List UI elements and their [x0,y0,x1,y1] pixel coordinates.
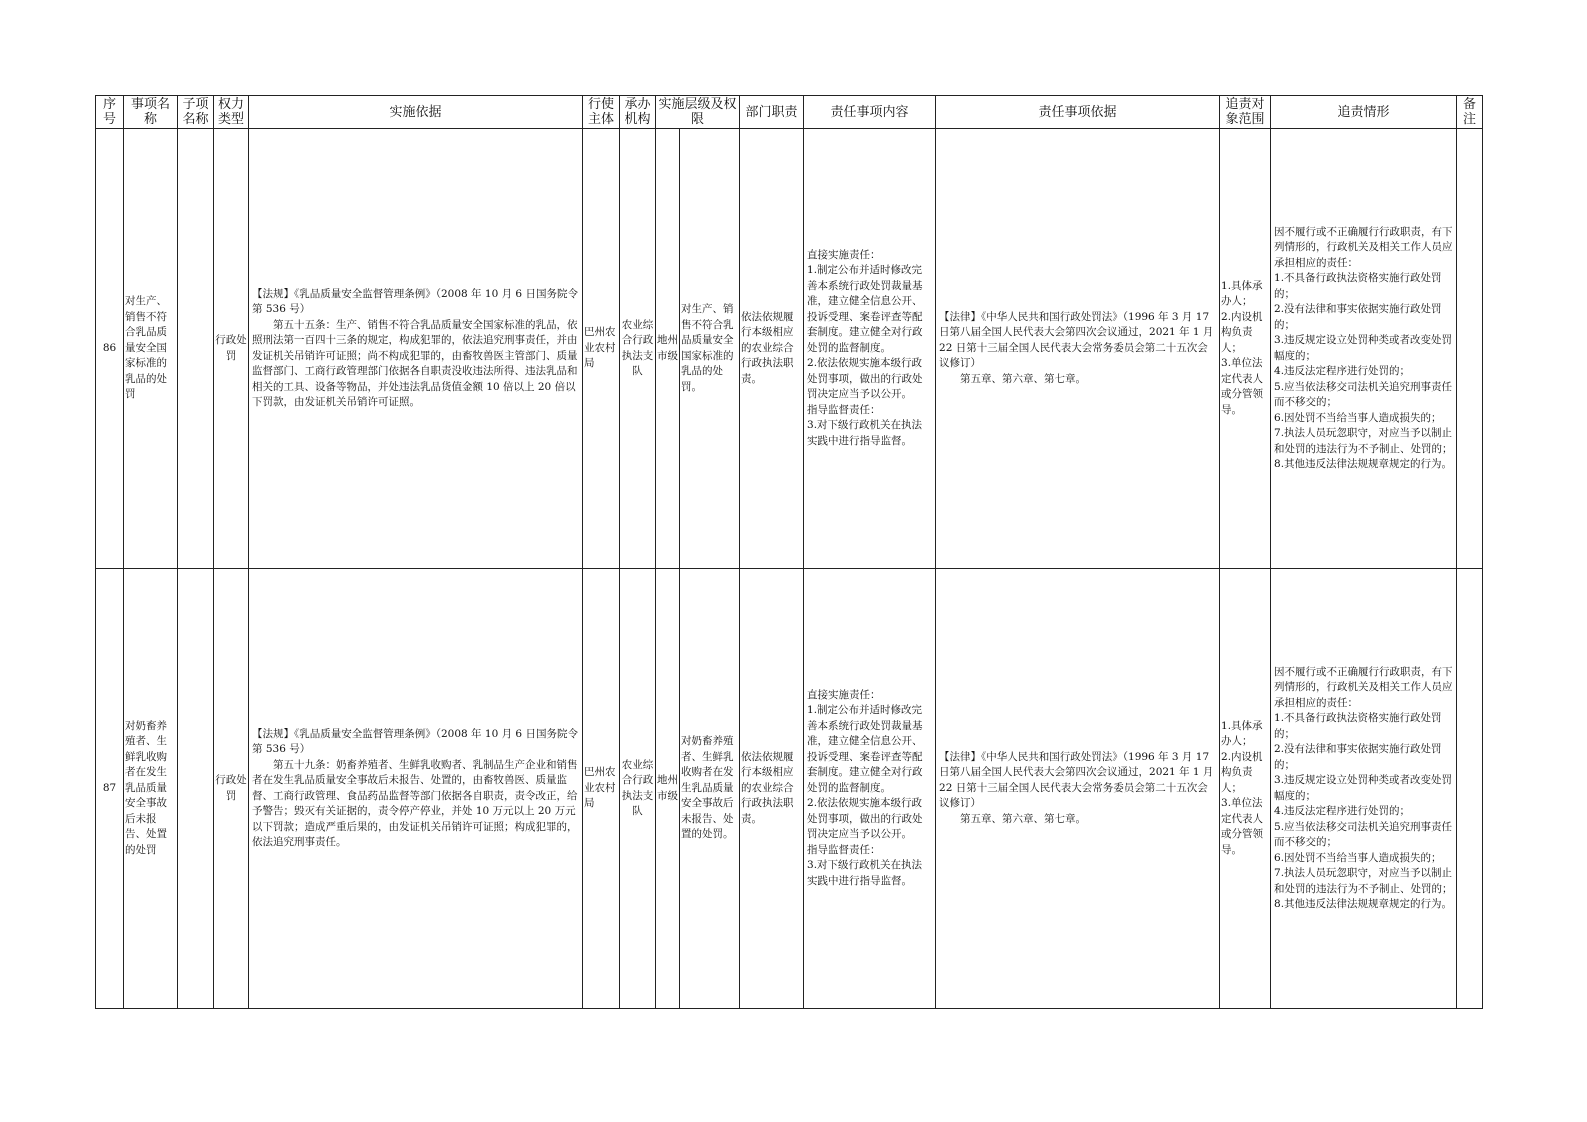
resp-basis-title: 【法律】《中华人民共和国行政处罚法》（1996 年 3 月 17 日第八届全国人民代表大会第四次会议通过，2021 年 1 月 22 日第十三届全国人民代表大会常务委员会第二十五次会议修订） [939,310,1214,370]
header-type: 权力类型 [214,96,249,129]
row-subject: 巴州农业农村局 [583,569,620,1009]
row-sub [178,129,214,569]
basis-title: 【法规】《乳品质量安全监督管理条例》（2008 年 10 月 6 日国务院令第 536 号） [252,727,578,755]
header-row [96,96,1483,129]
row-situations: 因不履行或不正确履行行政职责，有下列情形的，行政机关及相关工作人员应承担相应的责任： 1.不具备行政执法资格实施行政处罚的； 2.没有法律和事实依据实施行政处罚的； 3.违反规定设立处罚种类或者改变处罚幅度的； 4.违反法定程序进行处罚的； 5.应当依法移交司法机关追究刑事责任而不移交的； 6.因处罚不当给当事人造成损失的； 7.执法人员玩忽职守，对应当予以制止和处罚的违法行为不予制止、处罚的； 8.其他违反法律法规规章规定的行为。 [1271,569,1457,1009]
header-situations: 追责情形 [1271,96,1457,129]
row-content: 直接实施责任： 1.制定公布并适时修改完善本系统行政处罚裁量基准，建立健全信息公开、投诉受理、案卷评查等配套制度。建立健全对行政处罚的监督制度。 2.依法依规实施本级行政处罚事项，做出的行政处罚决定应当予以公开。 指导监督责任： 3.对下级行政机关在执法实践中进行指导监督。 [804,129,936,569]
header-sub: 子项名称 [178,96,214,129]
row-resp-basis [936,129,1220,569]
header-agency: 承办机构 [620,96,656,129]
row-agency: 农业综合行政执法支队 [620,129,656,569]
resp-basis-body: 第五章、第六章、第七章。 [960,372,1087,385]
row-basis [249,569,583,1009]
row-resp-basis [936,569,1220,1009]
resp-basis-title: 【法律】《中华人民共和国行政处罚法》（1996 年 3 月 17 日第八届全国人民代表大会第四次会议通过，2021 年 1 月 22 日第十三届全国人民代表大会常务委员会第二十五次会议修订） [939,750,1214,810]
row-authority: 对生产、销售不符合乳品质量安全国家标准的乳品的处罚。 [680,129,740,569]
row-type: 行政处罚 [214,569,249,1009]
header-level: 实施层级及权限 [656,96,740,129]
header-remark: 备注 [1457,96,1483,129]
row-no: 86 [96,129,124,569]
header-subject: 行使主体 [583,96,620,129]
table-row [96,569,1483,1009]
header-duty: 部门职责 [740,96,804,129]
row-sub [178,569,214,1009]
header-resp-basis: 责任事项依据 [936,96,1220,129]
resp-basis-body: 第五章、第六章、第七章。 [960,812,1087,825]
row-subject: 巴州农业农村局 [583,129,620,569]
row-level: 地州市级 [656,129,680,569]
row-remark [1457,569,1483,1009]
row-situations: 因不履行或不正确履行行政职责，有下列情形的，行政机关及相关工作人员应承担相应的责任： 1.不具备行政执法资格实施行政处罚的； 2.没有法律和事实依据实施行政处罚的； 3.违反规定设立处罚种类或者改变处罚幅度的； 4.违反法定程序进行处罚的； 5.应当依法移交司法机关追究刑事责任而不移交的； 6.因处罚不当给当事人造成损失的； 7.执法人员玩忽职守，对应当予以制止和处罚的违法行为不予制止、处罚的； 8.其他违反法律法规规章规定的行为。 [1271,129,1457,569]
row-name: 对生产、销售不符合乳品质量安全国家标准的乳品的处罚 [124,129,178,569]
row-level: 地州市级 [656,569,680,1009]
row-duty: 依法依规履行本级相应的农业综合行政执法职责。 [740,129,804,569]
row-duty: 依法依规履行本级相应的农业综合行政执法职责。 [740,569,804,1009]
basis-body: 第五十九条：奶畜养殖者、生鲜乳收购者、乳制品生产企业和销售者在发生乳品质量安全事故后未报告、处置的，由畜牧兽医、质量监督、工商行政管理、食品药品监督等部门依据各自职责，责令改正，给予警告；毁灭有关证据的，责令停产停业，并处 10 万元以上 20 万元以下罚款；造成严重后果的，由发证机关吊销许可证照；构成犯罪的，依法追究刑事责任。 [252,758,578,848]
header-no: 序号 [96,96,124,129]
row-remark [1457,129,1483,569]
row-content: 直接实施责任： 1.制定公布并适时修改完善本系统行政处罚裁量基准，建立健全信息公开、投诉受理、案卷评查等配套制度。建立健全对行政处罚的监督制度。 2.依法依规实施本级行政处罚事项，做出的行政处罚决定应当予以公开。 指导监督责任： 3.对下级行政机关在执法实践中进行指导监督。 [804,569,936,1009]
header-basis: 实施依据 [249,96,583,129]
header-content: 责任事项内容 [804,96,936,129]
table-row [96,129,1483,569]
basis-title: 【法规】《乳品质量安全监督管理条例》（2008 年 10 月 6 日国务院令第 536 号） [252,287,578,315]
basis-body: 第五十五条：生产、销售不符合乳品质量安全国家标准的乳品，依照刑法第一百四十三条的规定，构成犯罪的，依法追究刑事责任，并由发证机关吊销许可证照；尚不构成犯罪的，由畜牧兽医主管部门、质量监督部门、工商行政管理部门依据各自职责没收违法所得、违法乳品和相关的工具、设备等物品，并处违法乳品货值金额 10 倍以上 20 倍以下罚款，由发证机关吊销许可证照。 [252,318,578,408]
row-basis [249,129,583,569]
row-type: 行政处罚 [214,129,249,569]
row-scope: 1.具体承办人； 2.内设机构负责人； 3.单位法定代表人或分管领导。 [1220,129,1271,569]
header-scope: 追责对象范围 [1220,96,1271,129]
row-no: 87 [96,569,124,1009]
row-name: 对奶畜养殖者、生鲜乳收购者在发生乳品质量安全事故后未报告、处置的处罚 [124,569,178,1009]
row-agency: 农业综合行政执法支队 [620,569,656,1009]
responsibility-table [95,95,1483,1009]
row-scope: 1.具体承办人； 2.内设机构负责人； 3.单位法定代表人或分管领导。 [1220,569,1271,1009]
header-name: 事项名称 [124,96,178,129]
row-authority: 对奶畜养殖者、生鲜乳收购者在发生乳品质量安全事故后未报告、处置的处罚。 [680,569,740,1009]
